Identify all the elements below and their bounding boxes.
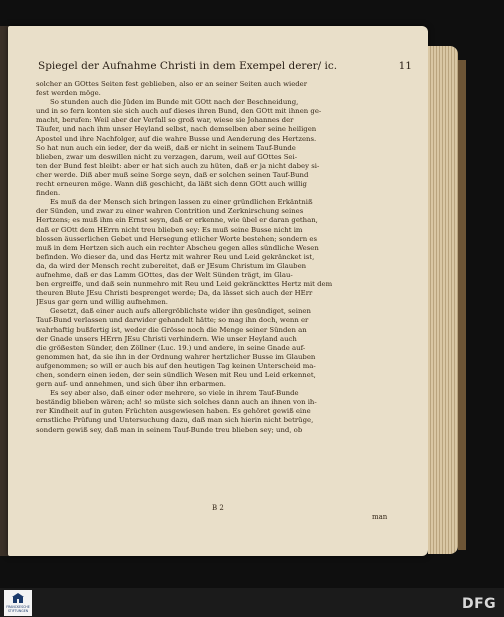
text-line: So stunden auch die Jüden im Bunde mit GOtt nach der Beschneidung, [50, 98, 299, 107]
viewer-footer-bar [0, 588, 504, 617]
text-line: macht, berufen: Weil aber der Verfall so groß war, wiese sie Johannes der [36, 116, 294, 125]
text-line: aufnehme, daß er das Lamm GOttes, das der Welt Sünden trägt, im Glau- [36, 270, 293, 279]
text-line: der Gnade unsers HErrn JEsu Christi verhindern. Wie unser Heyland auch [36, 334, 297, 343]
running-header [38, 60, 418, 72]
dfg-logo[interactable]: DFG [462, 596, 497, 612]
body-text [36, 80, 402, 435]
text-line: muß in dem Hertzen sich auch ein rechter Abscheu gegen alles sündliche Wesen [36, 243, 319, 252]
library-logo[interactable] [4, 590, 32, 616]
text-line: cher werde. Diß aber muß seine Sorge seyn, daß er solchen seinen Tauf-Bund [36, 170, 309, 179]
text-line: ben ergreiffe, und daß sein nunmehro mit Reu und Leid gekränckttes Hertz mit dem [36, 280, 333, 289]
text-line: Hertzens; es muß ihm ein Ernst seyn, daß er erkenne, wie übel er daran gethan, [36, 216, 318, 225]
text-line: da, da wird der Mensch recht zubereitet, daß er JEsum Christum im Glauben [36, 261, 307, 270]
header-title: Spiegel der Aufnahme Christi in dem Exempel derer/ ic. [38, 60, 338, 72]
text-line: ernstliche Prüfung und Untersuchung dazu, daß man sich hierin nicht betrüge, [36, 416, 314, 425]
page-edges [428, 46, 458, 554]
text-line: die größesten Sünder, den Zöllner (Luc. 19.) und andere, in seine Gnade auf- [36, 343, 306, 352]
book-cover-edge [458, 60, 466, 550]
text-line: So hat nun auch ein ieder, der da weiß, daß er nicht in seinem Tauf-Bunde [36, 143, 296, 152]
signature-mark: B 2 [212, 504, 224, 512]
text-line: finden. [36, 189, 61, 198]
text-line: befinden. Wo dieser da, und das Hertz mit wahrer Reu und Leid gekräncket ist, [36, 252, 315, 261]
orphanage-emblem-icon [12, 593, 24, 603]
text-line: beständig blieben wären; ach! so müste sich solches dann auch an ihnen von ih- [36, 398, 317, 407]
catchword: man [372, 513, 388, 521]
text-line: solcher an GOttes Seiten fest geblieben, also er an seiner Seiten auch wieder [36, 80, 308, 88]
text-line: daß er GOtt dem HErrn nicht treu blieben sey: Es muß seine Busse nicht im [36, 225, 303, 234]
text-line: Apostel und ihre Nachfolger, auf die wahre Busse und Aenderung des Hertzens. [36, 134, 317, 143]
text-line: genommen hat, da sie ihn in der Ordnung wahrer hertzlicher Busse im Glauben [36, 352, 316, 361]
text-line: blossen äusserlichen Gebet und Hersegung etlicher Worte bestehen; sondern es [36, 234, 318, 243]
text-line: Gesetzt, daß einer auch aufs allergröblichste wider ihn gesündiget, seinen [50, 307, 311, 316]
text-line: gern auf- und annehmen, und sich über ihn erbarmen. [36, 380, 226, 389]
page-number: 11 [398, 60, 412, 72]
text-line: Es muß da der Mensch sich bringen lassen zu einer gründlichen Erkäntniß [50, 198, 313, 207]
text-line: und in so fern konten sie sich auch auf dieses ihren Bund, den GOtt mit ihnen ge- [36, 107, 322, 116]
text-line: Es sey aber also, daß einer oder mehrere, so viele in ihrem Tauf-Bunde [50, 389, 299, 398]
text-line: wahrhaftig bußfertig ist, weder die Grösse noch die Menge seiner Sünden an [36, 325, 307, 334]
text-line: JEsus gar gern und willig aufnehmen. [36, 298, 168, 307]
text-line: theuren Blute JEsu Christi besprenget werde; Da, da lässet sich auch der HErr [36, 289, 313, 298]
text-line: sondern gewiß sey, daß man in seinem Tauf-Bunde treu blieben sey; und, ob [36, 425, 303, 434]
text-line: aufgenommen; so will er auch bis auf den heutigen Tag keinen Unterscheid ma- [36, 361, 316, 370]
text-line: fest werden möge. [36, 89, 101, 98]
text-line: blieben, zwar um deswillen nicht zu verzagen, darum, weil auf GOttes Sei- [36, 152, 298, 161]
text-line: Tauf-Bund verlassen und darwider gehandelt hätte; so mag ihn doch, wenn er [36, 316, 309, 325]
text-line: Täufer, und nach ihm unser Heyland selbst, nach demselben aber seine heiligen [36, 125, 317, 134]
text-line: recht erneuren möge. Wann diß geschicht, da läßt sich denn GOtt auch willig [36, 180, 307, 189]
library-logo-text: FRANCKESCHE STIFTUNGEN [6, 605, 30, 613]
text-line: chen, sondern einen ieden, der sein sündlich Wesen mit Reu und Leid erkennet, [36, 371, 316, 379]
text-line: rer Kindheit auf in guten Früchten ausgewiesen haben. Es gehöret gewiß eine [36, 407, 311, 416]
text-line: ten der Bund fest bleibt: aber er hat sich auch zu hüten, daß er ja nicht dabey si- [36, 161, 320, 170]
text-line: der Sünden, und zwar zu einer wahren Contrition und Zerknirschung seines [36, 207, 304, 216]
